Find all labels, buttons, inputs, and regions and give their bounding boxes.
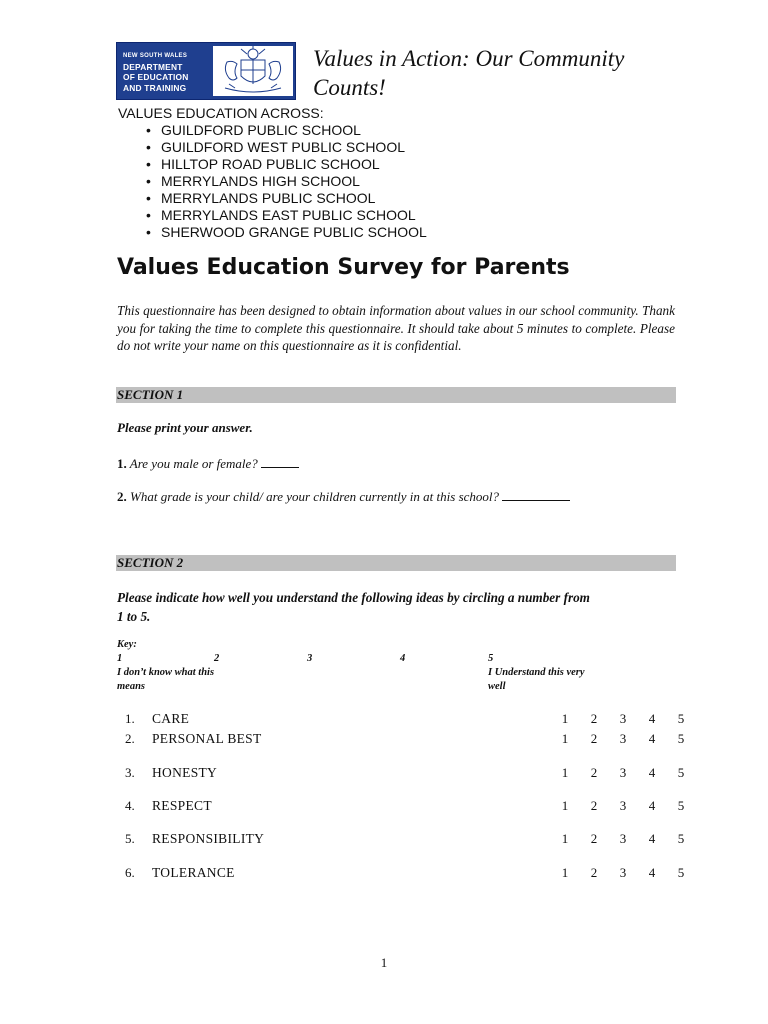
key-number-3: 3 bbox=[307, 653, 313, 664]
item-number: 1. bbox=[125, 711, 135, 726]
rating-option[interactable]: 1 bbox=[561, 731, 569, 746]
question-1-text: Are you male or female? bbox=[129, 456, 258, 471]
item-label: HONESTY bbox=[152, 765, 218, 780]
school-list bbox=[146, 122, 427, 241]
list-item: • MERRYLANDS PUBLIC SCHOOL bbox=[146, 190, 427, 207]
rating-option[interactable]: 2 bbox=[590, 711, 598, 726]
logo-line-3: OF EDUCATION bbox=[123, 72, 189, 82]
key-label: Key: bbox=[117, 639, 137, 650]
rating-option[interactable]: 4 bbox=[648, 865, 656, 880]
rating-option[interactable]: 1 bbox=[561, 865, 569, 880]
document-title: Values in Action: Our Community Counts! bbox=[313, 46, 625, 100]
key-high-description: I Understand this very well bbox=[488, 667, 585, 692]
rating-option[interactable]: 2 bbox=[590, 765, 598, 780]
section-1-instruction: Please print your answer. bbox=[117, 420, 253, 435]
item-number: 4. bbox=[125, 798, 135, 813]
rating-option[interactable]: 1 bbox=[561, 798, 569, 813]
survey-title: Values Education Survey for Parents bbox=[117, 255, 570, 280]
key-number-2: 2 bbox=[214, 653, 220, 664]
coat-of-arms-icon bbox=[213, 46, 293, 96]
page-number: 1 bbox=[380, 955, 388, 970]
item-number: 3. bbox=[125, 765, 135, 780]
list-item: • GUILDFORD WEST PUBLIC SCHOOL bbox=[146, 139, 427, 156]
key-number-5: 5 bbox=[488, 653, 494, 664]
rating-option[interactable]: 4 bbox=[648, 765, 656, 780]
list-item: • MERRYLANDS HIGH SCHOOL bbox=[146, 173, 427, 190]
key-number-4: 4 bbox=[400, 653, 406, 664]
schools-label: VALUES EDUCATION ACROSS: bbox=[118, 105, 324, 121]
question-2-number: 2. bbox=[117, 489, 127, 504]
rating-option[interactable]: 4 bbox=[648, 798, 656, 813]
logo-line-1: NEW SOUTH WALES bbox=[123, 53, 188, 59]
rating-option[interactable]: 5 bbox=[677, 831, 685, 846]
rating-option[interactable]: 3 bbox=[619, 711, 627, 726]
list-item: • HILLTOP ROAD PUBLIC SCHOOL bbox=[146, 156, 427, 173]
rating-option[interactable]: 5 bbox=[677, 711, 685, 726]
rating-option[interactable]: 2 bbox=[590, 798, 598, 813]
rating-option[interactable]: 4 bbox=[648, 831, 656, 846]
rating-scale bbox=[560, 731, 686, 747]
question-1-number: 1. bbox=[117, 456, 127, 471]
logo-line-4: AND TRAINING bbox=[123, 82, 187, 93]
rating-option[interactable]: 2 bbox=[590, 731, 598, 746]
rating-scale bbox=[560, 831, 686, 847]
rating-scale bbox=[560, 865, 686, 881]
list-item: • MERRYLANDS EAST PUBLIC SCHOOL bbox=[146, 207, 427, 224]
item-label: RESPECT bbox=[152, 798, 212, 813]
rating-scale bbox=[560, 798, 686, 814]
key-number-1: 1 bbox=[117, 653, 123, 664]
item-number: 2. bbox=[125, 731, 135, 746]
question-1-answer-blank[interactable] bbox=[261, 455, 299, 468]
list-item: • SHERWOOD GRANGE PUBLIC SCHOOL bbox=[146, 224, 427, 241]
key-low-description: I don’t know what this means bbox=[117, 667, 215, 692]
rating-option[interactable]: 5 bbox=[677, 798, 685, 813]
rating-option[interactable]: 3 bbox=[619, 865, 627, 880]
item-label: TOLERANCE bbox=[152, 865, 235, 880]
rating-option[interactable]: 2 bbox=[590, 831, 598, 846]
question-1 bbox=[117, 455, 299, 472]
item-label: CARE bbox=[152, 711, 190, 726]
section-1-heading: SECTION 1 bbox=[116, 387, 676, 403]
rating-option[interactable]: 1 bbox=[561, 711, 569, 726]
question-2-answer-blank[interactable] bbox=[502, 488, 570, 501]
list-item: • GUILDFORD PUBLIC SCHOOL bbox=[146, 122, 427, 139]
item-label: RESPONSIBILITY bbox=[152, 831, 265, 846]
rating-option[interactable]: 4 bbox=[648, 711, 656, 726]
rating-option[interactable]: 3 bbox=[619, 831, 627, 846]
intro-paragraph: This questionnaire has been designed to obtain information about values in our school community. Thank you for taking the time to complete this questionnaire. It should take about 5 minutes to complete. Please do not write your name on this questionnaire as it is confidential. bbox=[117, 303, 675, 353]
rating-option[interactable]: 5 bbox=[677, 731, 685, 746]
rating-option[interactable]: 5 bbox=[677, 865, 685, 880]
rating-option[interactable]: 3 bbox=[619, 731, 627, 746]
rating-option[interactable]: 3 bbox=[619, 798, 627, 813]
rating-scale bbox=[560, 765, 686, 781]
rating-option[interactable]: 1 bbox=[561, 831, 569, 846]
rating-option[interactable]: 2 bbox=[590, 865, 598, 880]
rating-option[interactable]: 3 bbox=[619, 765, 627, 780]
section-2-instruction: Please indicate how well you understand the following ideas by circling a number from 1 to 5. bbox=[117, 590, 590, 624]
rating-option[interactable]: 4 bbox=[648, 731, 656, 746]
rating-scale bbox=[560, 711, 686, 727]
item-label: PERSONAL BEST bbox=[152, 731, 262, 746]
question-2-text: What grade is your child/ are your children currently in at this school? bbox=[130, 489, 500, 504]
rating-option[interactable]: 1 bbox=[561, 765, 569, 780]
item-number: 6. bbox=[125, 865, 135, 880]
logo-line-2: DEPARTMENT bbox=[123, 61, 183, 72]
section-2-heading: SECTION 2 bbox=[116, 555, 676, 571]
logo-text bbox=[123, 51, 207, 93]
item-number: 5. bbox=[125, 831, 135, 846]
question-2 bbox=[117, 488, 570, 505]
rating-option[interactable]: 5 bbox=[677, 765, 685, 780]
department-logo bbox=[116, 42, 296, 100]
